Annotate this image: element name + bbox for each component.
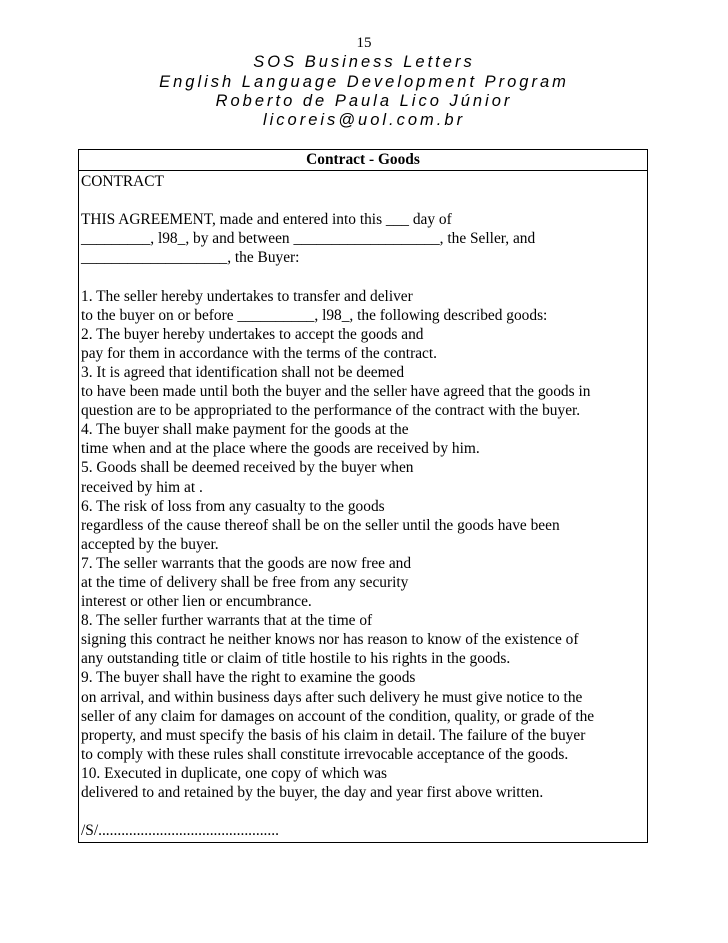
contract-line: THIS AGREEMENT, made and entered into this ___ day of (81, 211, 452, 229)
contract-line: received by him at . (81, 478, 203, 496)
contract-line: at the time of delivery shall be free from any security (81, 573, 409, 591)
contract-line: any outstanding title or claim of title hostile to his rights in the goods. (81, 650, 511, 668)
contract-line: 1. The seller hereby undertakes to transfer and deliver (81, 287, 413, 305)
contract-title: Contract - Goods (79, 150, 647, 171)
contract-line: 9. The buyer shall have the right to examine the goods (81, 669, 416, 687)
contract-line: pay for them in accordance with the terms of the contract. (81, 344, 437, 362)
header-title: SOS Business Letters (253, 53, 475, 71)
contract-line: /S/............................................... (81, 822, 279, 840)
contract-line: delivered to and retained by the buyer, the day and year first above written. (81, 784, 544, 801)
contract-line: on arrival, and within business days after such delivery he must give notice to the (81, 688, 583, 706)
contract-line: 10. Executed in duplicate, one copy of which was (81, 764, 388, 782)
contract-line: _________, l98_, by and between ___________________, the Seller, and (81, 230, 536, 248)
contract-line: 6. The risk of loss from any casualty to the goods (81, 497, 385, 515)
contract-line: question are to be appropriated to the performance of the contract with the buyer. (81, 402, 581, 420)
header-program: English Language Development Program (159, 73, 569, 91)
contract-line: 8. The seller further warrants that at the time of (81, 612, 373, 630)
contract-line: 7. The seller warrants that the goods are now free and (81, 554, 412, 572)
blank-line (81, 802, 645, 821)
page-number: 15 (356, 35, 372, 51)
contract-line: CONTRACT (81, 173, 164, 190)
contract-line: regardless of the cause thereof shall be on the seller until the goods have been (81, 516, 560, 534)
contract-line: to the buyer on or before __________, l98_, the following described goods: (81, 306, 548, 324)
blank-line (81, 191, 645, 210)
blank-line (81, 267, 645, 286)
contract-line: signing this contract he neither knows nor has reason to know of the existence of (81, 631, 579, 649)
contract-line: to comply with these rules shall constitute irrevocable acceptance of the goods. (81, 745, 569, 763)
contract-line: property, and must specify the basis of his claim in detail. The failure of the buyer (81, 726, 586, 744)
header-author: Roberto de Paula Lico Júnior (215, 92, 513, 110)
contract-line: 4. The buyer shall make payment for the goods at the (81, 421, 409, 439)
contract-line: accepted by the buyer. (81, 535, 219, 553)
contract-line: time when and at the place where the goods are received by him. (81, 440, 480, 458)
contract-box (78, 149, 648, 843)
contract-line: 2. The buyer hereby undertakes to accept the goods and (81, 325, 424, 343)
contract-line: ___________________, the Buyer: (81, 249, 300, 267)
contract-line: interest or other lien or encumbrance. (81, 593, 312, 611)
header-email: licoreis@uol.com.br (262, 111, 466, 129)
contract-line: 5. Goods shall be deemed received by the buyer when (81, 459, 414, 477)
contract-line: 3. It is agreed that identification shall not be deemed (81, 363, 405, 381)
contract-line: to have been made until both the buyer and the seller have agreed that the goods in (81, 383, 591, 401)
contract-line: seller of any claim for damages on account of the condition, quality, or grade of the (81, 707, 595, 725)
contract-body (79, 171, 647, 840)
